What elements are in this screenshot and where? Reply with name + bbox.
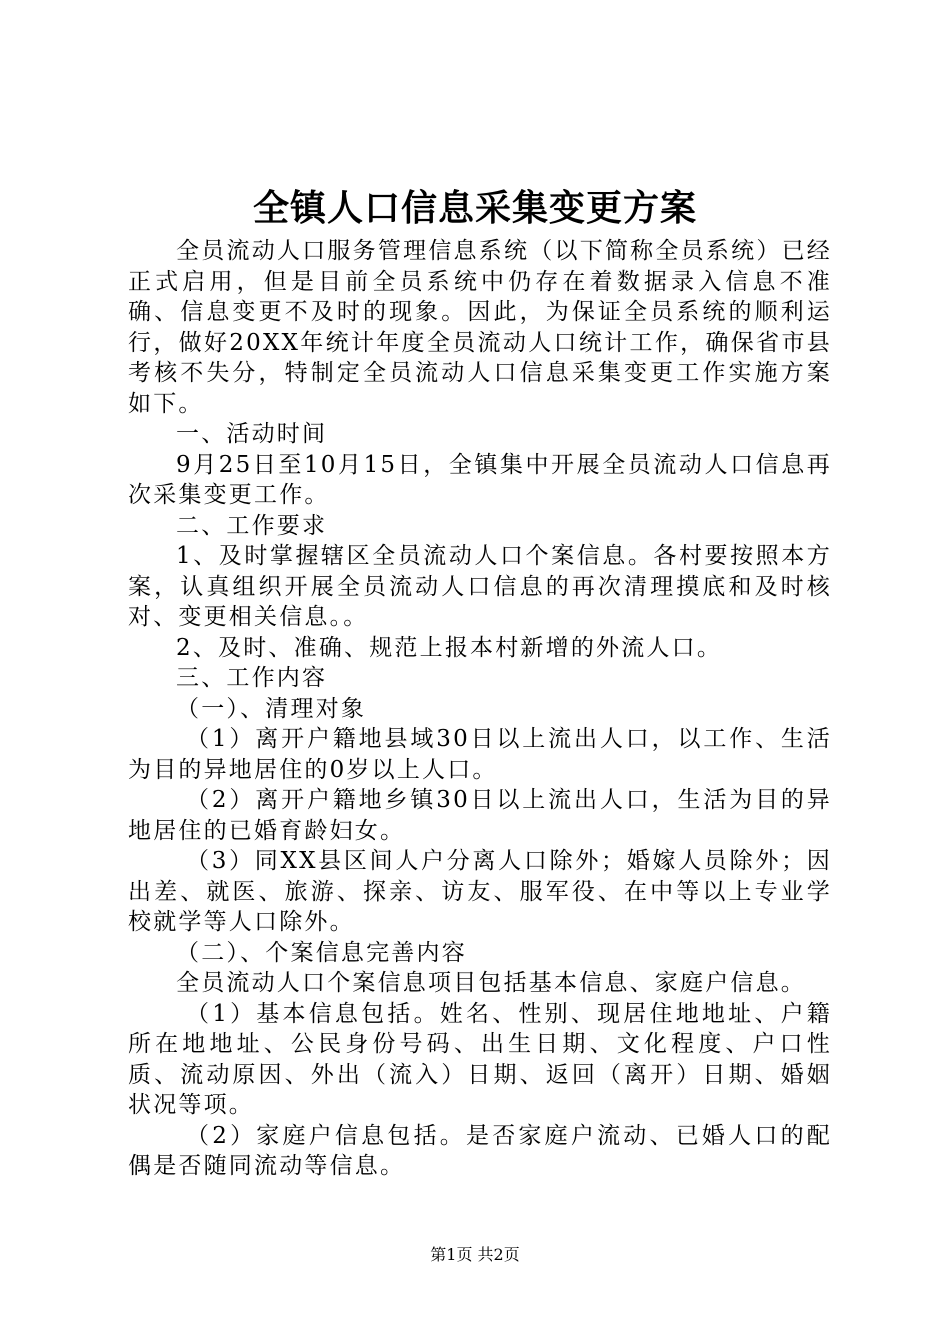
subsection-heading-case-info: （二）、个案信息完善内容 xyxy=(176,939,467,966)
cleanup-target-2: （2）离开户籍地乡镇30日以上流出人口，生活为目的异地居住的已婚育龄妇女。 xyxy=(128,787,832,844)
requirement-item-1: 1、及时掌握辖区全员流动人口个案信息。各村要按照本方案，认真组织开展全员流动人口信息的再次清理摸底和及时核对、变更相关信息。。 xyxy=(128,543,832,630)
section-heading-activity-time: 一、活动时间 xyxy=(176,421,328,447)
cleanup-target-1: （1）离开户籍地县域30日以上流出人口，以工作、生活为目的异地居住的0岁以上人口。 xyxy=(128,726,832,783)
document-body xyxy=(128,236,832,1182)
subsection-heading-cleanup-targets: （一）、清理对象 xyxy=(176,695,367,722)
document-title: 全镇人口信息采集变更方案 xyxy=(252,187,697,229)
case-info-household: （2）家庭户信息包括。是否家庭户流动、已婚人口的配偶是否随同流动等信息。 xyxy=(128,1122,832,1179)
intro-paragraph: 全员流动人口服务管理信息系统（以下简称全员系统）已经正式启用，但是目前全员系统中仍存在着数据录入信息不准确、信息变更不及时的现象。因此，为保证全员系统的顺利运行，做好20XX年统计年度全员流动人口统计工作，确保省市县考核不失分，特制定全员流动人口信息采集变更工作实施方案如下。 xyxy=(128,238,832,417)
cleanup-target-3: （3）同XX县区间人户分离人口除外；婚嫁人员除外；因出差、就医、旅游、探亲、访友、服军役、在中等以上专业学校就学等人口除外。 xyxy=(128,848,832,935)
activity-time-paragraph: 9月25日至10月15日，全镇集中开展全员流动人口信息再次采集变更工作。 xyxy=(128,451,832,508)
section-heading-work-content: 三、工作内容 xyxy=(176,665,328,691)
section-heading-work-requirements: 二、工作要求 xyxy=(176,512,328,539)
case-info-basic: （1）基本信息包括。姓名、性别、现居住地地址、户籍所在地地址、公民身份号码、出生日期、文化程度、户口性质、流动原因、外出（流入）日期、返回（离开）日期、婚姻状况等项。 xyxy=(128,1000,832,1118)
requirement-item-2: 2、及时、准确、规范上报本村新增的外流人口。 xyxy=(176,634,723,661)
case-info-summary: 全员流动人口个案信息项目包括基本信息、家庭户信息。 xyxy=(176,970,806,996)
page-footer: 第1页 共2页 xyxy=(430,1245,520,1264)
